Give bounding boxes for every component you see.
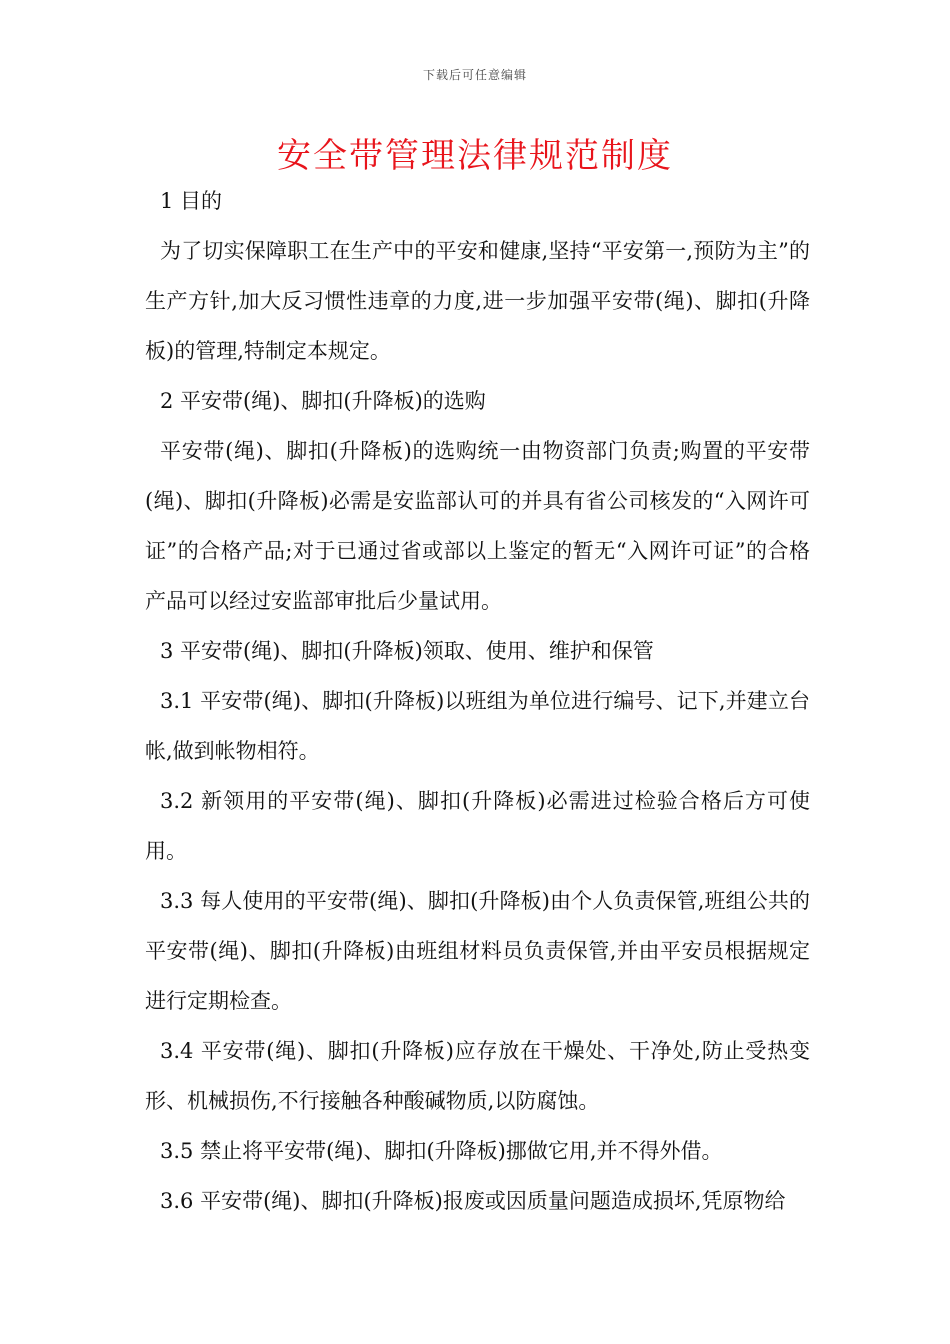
header-note: 下载后可任意编辑 [422, 68, 527, 82]
section-heading-usage: 3 平安带(绳)、脚扣(升降板)领取、使用、维护和保管 [160, 639, 654, 663]
paragraph-3-2: 3.2 新领用的平安带(绳)、脚扣(升降板)必需进过检验合格后方可使用。 [145, 789, 810, 863]
document-title: 安全带管理法律规范制度 [277, 136, 673, 176]
document-body [145, 176, 810, 1226]
paragraph-3-1: 3.1 平安带(绳)、脚扣(升降板)以班组为单位进行编号、记下,并建立台帐,做到帐物相符。 [145, 689, 810, 763]
paragraph-3-6: 3.6 平安带(绳)、脚扣(升降板)报废或因质量问题造成损坏,凭原物给 [160, 1189, 786, 1213]
paragraph-procurement: 平安带(绳)、脚扣(升降板)的选购统一由物资部门负责;购置的平安带(绳)、脚扣(升降板)必需是安监部认可的并具有省公司核发的“入网许可证”的合格产品;对于已通过省或部以上鉴定的暂无“入网许可证”的合格产品可以经过安监部审批后少量试用。 [145, 439, 810, 613]
paragraph-3-4: 3.4 平安带(绳)、脚扣(升降板)应存放在干燥处、干净处,防止受热变形、机械损伤,不行接触各种酸碱物质,以防腐蚀。 [145, 1039, 810, 1113]
paragraph-purpose: 为了切实保障职工在生产中的平安和健康,坚持“平安第一,预防为主”的生产方针,加大反习惯性违章的力度,进一步加强平安带(绳)、脚扣(升降板)的管理,特制定本规定。 [145, 239, 810, 363]
section-heading-purpose: 1 目的 [160, 189, 223, 213]
section-heading-procurement: 2 平安带(绳)、脚扣(升降板)的选购 [160, 389, 486, 413]
paragraph-3-5: 3.5 禁止将平安带(绳)、脚扣(升降板)挪做它用,并不得外借。 [160, 1139, 723, 1163]
paragraph-3-3: 3.3 每人使用的平安带(绳)、脚扣(升降板)由个人负责保管,班组公共的平安带(绳)、脚扣(升降板)由班组材料员负责保管,并由平安员根据规定进行定期检查。 [145, 889, 810, 1013]
